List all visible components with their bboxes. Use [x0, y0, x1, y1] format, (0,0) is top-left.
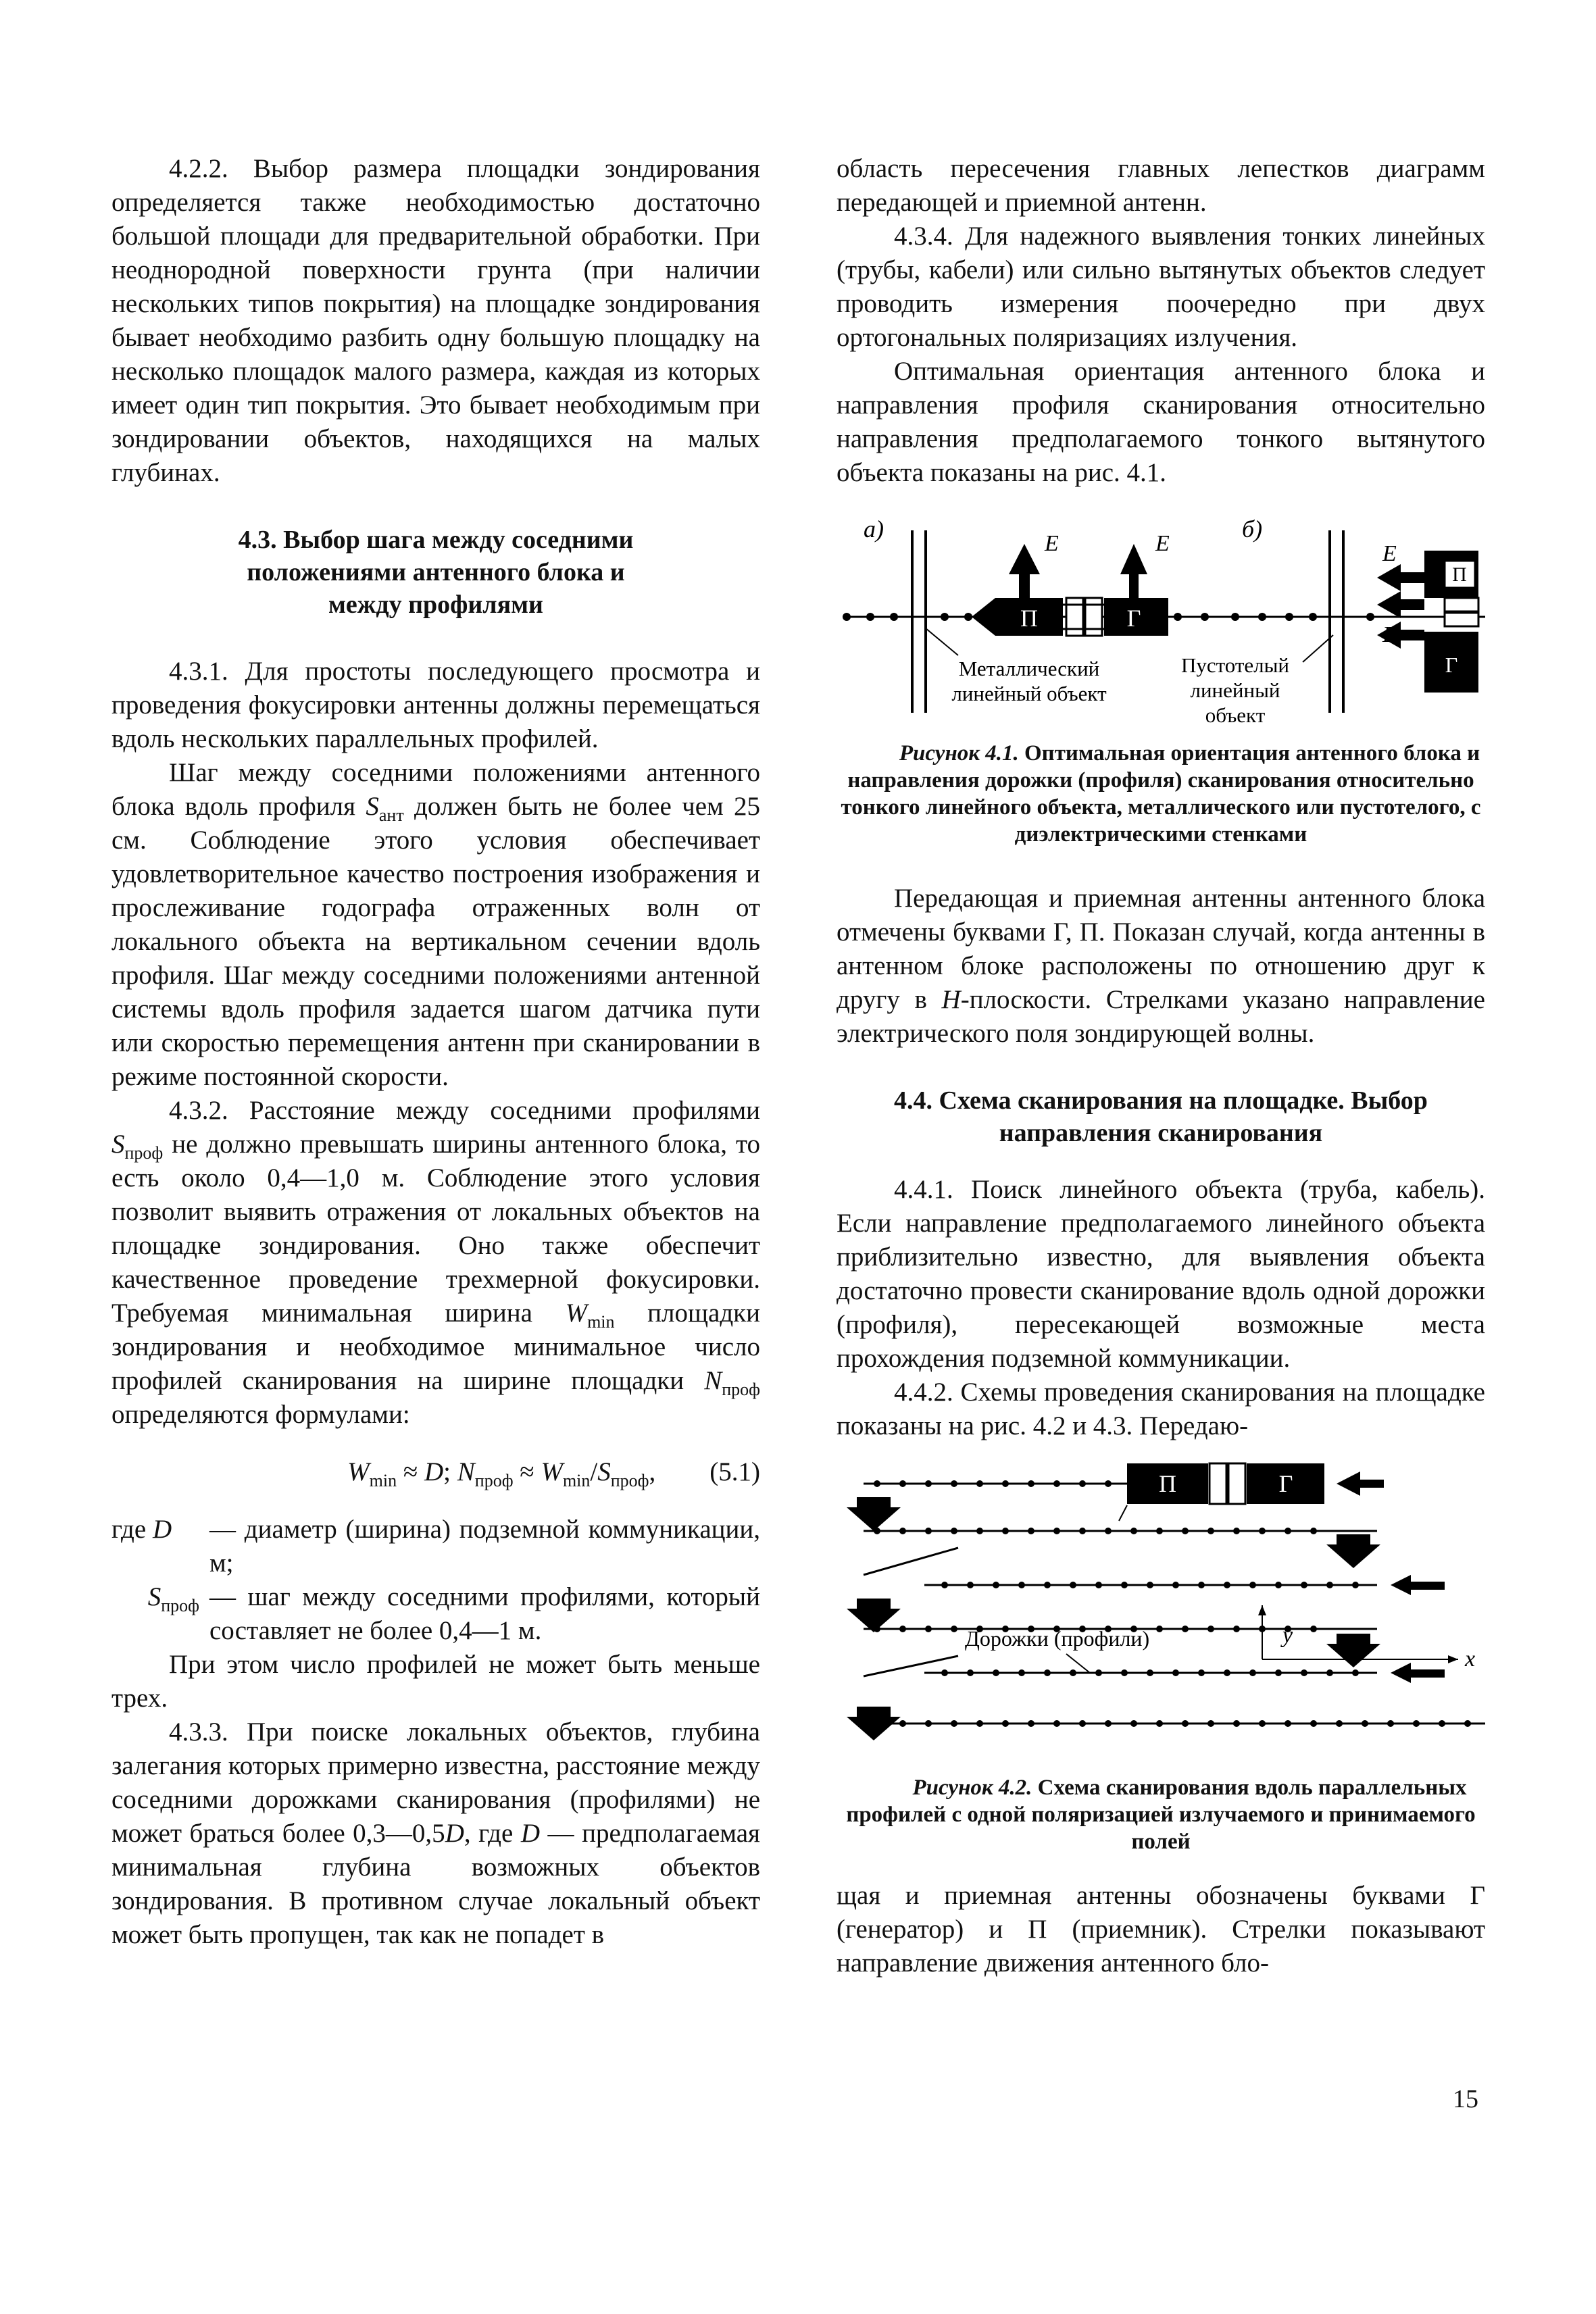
figure-4-1: [837, 510, 1485, 740]
track-dot: [1207, 1626, 1214, 1632]
track-dot: [967, 1582, 974, 1588]
track-dot: [925, 1528, 932, 1534]
track-dot: [1147, 1582, 1153, 1588]
track-dot: [976, 1528, 983, 1534]
fig41-tx-b: П: [1452, 563, 1467, 586]
fig41-e-4: E: [1382, 622, 1397, 647]
track-dot: [1207, 1720, 1214, 1727]
track-dot: [1285, 1720, 1291, 1727]
track-dot: [1301, 1582, 1307, 1588]
paragraph-4-3-1: 4.3.1. Для простоты последующего просмотра и проведения фокусировки антенны должны перемещаться вдоль нескольких параллельных профилей.: [111, 657, 760, 753]
track-dot: [1310, 1626, 1317, 1632]
fig41-label-a: а): [864, 515, 884, 543]
paragraph-4-4-1: 4.4.1. Поиск линейного объекта (труба, кабель). Если направление предполагаемого линейного объекта приблизительно известно, для выявления объекта достаточно провести сканирование вдоль одной дорожки (профиля), пересекающей возможные места прохождения подземной коммуникации.: [837, 1175, 1485, 1373]
track-dot: [1156, 1720, 1163, 1727]
track-dot: [1121, 1669, 1128, 1676]
right-column: [837, 152, 1485, 1980]
fig41-tx: П: [1020, 605, 1038, 632]
track-dot: [1259, 1528, 1266, 1534]
track-dot: [899, 1626, 906, 1632]
track-dot: [1070, 1582, 1076, 1588]
track-dot: [925, 1626, 932, 1632]
track-dot: [1121, 1582, 1128, 1588]
track-dot: [1362, 1720, 1368, 1727]
track-dot: [1053, 1480, 1060, 1487]
definition-d: где D — диаметр (ширина) подземной коммуникации, м;: [111, 1515, 760, 1578]
track-dot: [951, 1720, 957, 1727]
track-dot: [1352, 1669, 1359, 1676]
track-dot: [1285, 1528, 1291, 1534]
heading-4-4: 4.4. Схема сканирования на площадке. Выбор направления сканирования: [894, 1086, 1428, 1147]
paragraph-4-3-3: 4.3.3. При поиске локальных объектов, глубина залегания которых примерно известна, расстояние между соседними дорожками сканирования (профилями) не может браться более 0,3—0,5D, где D — предполагаемая минимальная глубина возможных объектов зондирования. В противном случае локальный объект может быть пропущен, так как не попадет в: [111, 1717, 760, 1949]
track-dot: [1275, 1669, 1282, 1676]
track-dot: [967, 1669, 974, 1676]
fig41-e-2: E: [1155, 531, 1170, 556]
track-dot: [1044, 1582, 1051, 1588]
track-dot: [951, 1626, 957, 1632]
track-dots: [874, 1480, 1471, 1727]
track-dot: [1002, 1720, 1009, 1727]
fig42-tracks: Дорожки (профили): [965, 1626, 1150, 1651]
track-dot: [941, 1582, 948, 1588]
paragraph-4-3-2: 4.3.2. Расстояние между соседними профилями $S_{проф}$ не должно превышать ширины антенного блока, то есть около 0,4—1,0 м. Соблюдение этого условия позволит выявить отражения от локальных объектов на площадке зондирования. Оно также обеспечит качественное проведение трехмерной фокусировки. Требуемая минимальная ширина $W_{min}$ площадки зондирования и необходимое минимальное число профилей сканирования на ширине площадки $N_{проф}$ определяются формулами:: [111, 1096, 760, 1429]
fig41-hollow-3: объект: [1205, 703, 1266, 727]
track-dot: [1130, 1528, 1137, 1534]
track-dot: [1172, 1582, 1179, 1588]
track-dot: [1105, 1720, 1112, 1727]
fig41-hollow-2: линейный: [1190, 678, 1280, 702]
track-dot: [1156, 1528, 1163, 1534]
track-dot: [993, 1669, 999, 1676]
track-dot: [951, 1528, 957, 1534]
track-dot: [1079, 1528, 1086, 1534]
track-dot: [1147, 1669, 1153, 1676]
track-dot: [1275, 1582, 1282, 1588]
fig42-rx: Г: [1278, 1470, 1293, 1497]
track-dot: [1233, 1626, 1240, 1632]
track-dot: [1079, 1720, 1086, 1727]
track-dot: [1028, 1528, 1034, 1534]
track-dot: [1249, 1669, 1256, 1676]
formula-number: (5.1): [709, 1457, 760, 1486]
track-dot: [976, 1720, 983, 1727]
track-dot: [1053, 1528, 1060, 1534]
track-dot: [941, 1669, 948, 1676]
paragraph-min-profiles: При этом число профилей не может быть меньше трех.: [111, 1650, 760, 1713]
track-dot: [1310, 1528, 1317, 1534]
paragraph-antennas: Передающая и приемная антенны антенного блока отмечены буквами Г, П. Показан случай, когда антенны в антенном блоке расположены по отношению друг к другу в Н-плоскости. Стрелками указано направление электрического поля зондирующей волны.: [837, 884, 1485, 1048]
track-dot: [899, 1720, 906, 1727]
track-dot: [925, 1480, 932, 1487]
track-dot: [1326, 1582, 1333, 1588]
antenna-block-fig42: [1127, 1463, 1324, 1504]
fig41-hollow-1: Пустотелый: [1180, 653, 1290, 677]
track-dot: [1198, 1582, 1205, 1588]
track-dot: [1224, 1669, 1230, 1676]
heading-4-3: 4.3. Выбор шага между соседними положениями антенного блока и между профилями: [238, 526, 634, 619]
track-dot: [1198, 1669, 1205, 1676]
track-dot: [1182, 1528, 1189, 1534]
track-dot: [1387, 1720, 1394, 1727]
e-field-arrows-a: [1009, 544, 1147, 598]
fig41-rx-b: Г: [1445, 653, 1458, 677]
track-dot: [1259, 1720, 1266, 1727]
track-lines: [864, 1484, 1485, 1724]
antenna-block-b: [1377, 551, 1478, 693]
fig42-y: y: [1282, 1623, 1293, 1648]
track-dot: [1233, 1720, 1240, 1727]
track-dot: [1464, 1720, 1471, 1727]
fig42-x: x: [1465, 1646, 1476, 1671]
track-dot: [1095, 1669, 1102, 1676]
track-dot: [1105, 1528, 1112, 1534]
paragraph-step: Шаг между соседними положениями антенного блока вдоль профиля $S_{ант}$ должен быть не более чем 25 см. Соблюдение этого условия обеспечивает удовлетворительное качество построения изображения и прослеживание годографа отраженных волн от локального объекта на вертикальном сечении вдоль профиля. Шаг между соседними положениями антенной системы вдоль профиля задается шагом датчика пути или скоростью перемещения антенн при сканировании в режиме постоянной скорости.: [111, 758, 760, 1091]
figure-4-2: [837, 1457, 1485, 1774]
track-dot: [1182, 1720, 1189, 1727]
fig41-metal-2: линейный объект: [951, 682, 1107, 705]
track-dot: [1130, 1720, 1137, 1727]
track-dot: [1207, 1528, 1214, 1534]
fig41-rx: Г: [1126, 605, 1141, 632]
left-column: [111, 152, 760, 1952]
definition-s: $S_{проф}$ — шаг между соседними профилями, который составляет не более 0,4—1 м.: [147, 1582, 760, 1645]
track-dot: [1182, 1626, 1189, 1632]
track-dot: [1018, 1669, 1025, 1676]
track-dot: [1105, 1480, 1112, 1487]
track-dot: [1095, 1582, 1102, 1588]
track-dot: [1002, 1528, 1009, 1534]
track-dot: [1028, 1480, 1034, 1487]
track-dot: [1044, 1669, 1051, 1676]
paragraph-end: щая и приемная антенны обозначены буквами Г (генератор) и П (приемник). Стрелки показывают направление движения антенного бло-: [837, 1881, 1485, 1978]
track-dot: [1326, 1669, 1333, 1676]
track-dot: [1310, 1720, 1317, 1727]
track-dot: [1018, 1582, 1025, 1588]
track-dot: [1439, 1720, 1445, 1727]
track-dot: [1352, 1582, 1359, 1588]
track-dot: [1249, 1582, 1256, 1588]
track-dot: [1079, 1480, 1086, 1487]
fig41-label-b: б): [1242, 515, 1263, 543]
paragraph-4-4-2: 4.4.2. Схемы проведения сканирования на площадке показаны на рис. 4.2 и 4.3. Передаю-: [837, 1378, 1485, 1440]
track-dot: [1233, 1528, 1240, 1534]
track-dot: [1413, 1720, 1420, 1727]
page-number: 15: [1453, 2085, 1478, 2113]
track-dot: [899, 1480, 906, 1487]
track-dot: [1156, 1626, 1163, 1632]
track-dot: [1224, 1582, 1230, 1588]
paragraph-orientation: Оптимальная ориентация антенного блока и направления профиля сканирования относительно направления предполагаемого тонкого вытянутого объекта показаны на рис. 4.1.: [837, 357, 1485, 487]
track-dot: [1301, 1669, 1307, 1676]
track-dot: [993, 1582, 999, 1588]
caption-figure-4-1: Рисунок 4.1. Оптимальная ориентация антенного блока и направления дорожки (профиля) сканирования относительно тонкого линейного объекта, металлического или пустотелого, с диэлектрическими стенками: [841, 741, 1481, 847]
formula-5-1: $W_{min} \approx D$; $N_{проф} \approx W_{min}/S_{проф}$, (5.1): [347, 1457, 760, 1490]
track-dot: [874, 1480, 880, 1487]
track-dot: [1070, 1669, 1076, 1676]
track-dot: [899, 1528, 906, 1534]
fig41-metal-1: Металлический: [958, 657, 1100, 680]
fig41-e-3: E: [1382, 541, 1397, 566]
track-dot: [976, 1480, 983, 1487]
paragraph-4-3-4: 4.3.4. Для надежного выявления тонких линейных (трубы, кабели) или сильно вытянутых объектов следует проводить измерения поочередно при двух ортогональных поляризациях излучения.: [837, 222, 1485, 352]
paragraph-4-2-2: 4.2.2. Выбор размера площадки зондирования определяется также необходимостью достаточно большой площади для предварительной обработки. При неоднородной поверхности грунта (при наличии нескольких типов покрытия) на площадке зондирования бывает необходимо разбить одну большую площадку на несколько площадок малого размера, каждая из которых имеет один тип покрытия. Это бывает необходимым при зондировании объектов, находящихся на малых глубинах.: [111, 154, 760, 487]
track-dot: [1172, 1669, 1179, 1676]
track-dot: [925, 1720, 932, 1727]
fig41-e-1: E: [1045, 531, 1059, 556]
track-dot: [1002, 1480, 1009, 1487]
track-dot: [1028, 1720, 1034, 1727]
paragraph-continuation: область пересечения главных лепестков диаграмм передающей и приемной антенн.: [837, 154, 1485, 217]
antenna-block-a: [972, 598, 1168, 636]
track-dot: [951, 1480, 957, 1487]
caption-figure-4-2: Рисунок 4.2. Схема сканирования вдоль параллельных профилей с одной поляризацией излучаемого и принимаемого полей: [846, 1776, 1476, 1854]
track-dot: [1336, 1720, 1343, 1727]
fig42-tx: П: [1159, 1470, 1176, 1497]
track-dot: [1053, 1720, 1060, 1727]
